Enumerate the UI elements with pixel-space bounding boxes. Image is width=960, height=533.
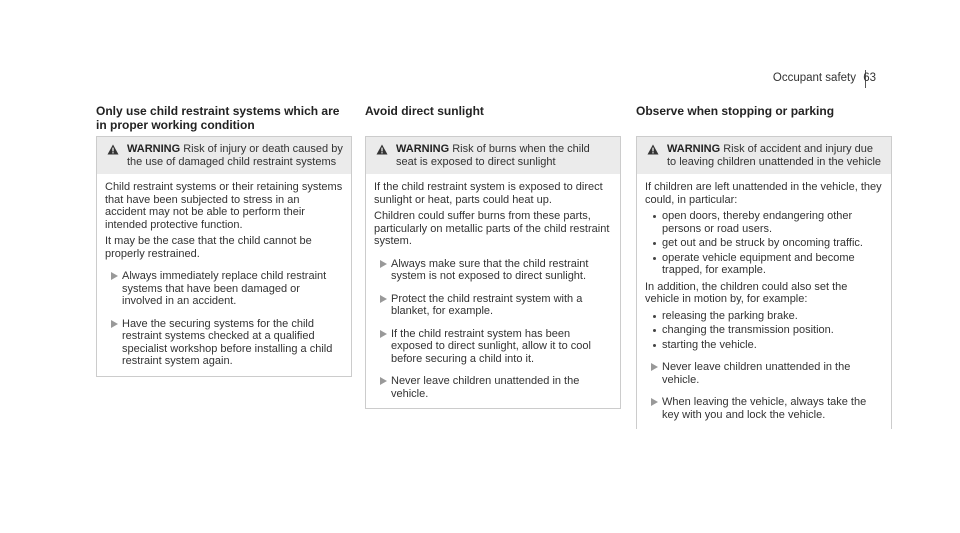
arrow-right-icon	[651, 363, 658, 371]
bullet-icon	[653, 242, 656, 245]
bullet-text: starting the vehicle.	[662, 338, 757, 351]
action-step	[374, 375, 612, 400]
warning-triangle-icon	[647, 144, 659, 155]
bullet-text: open doors, thereby endangering other persons or road users.	[662, 210, 853, 235]
arrow-right-icon	[380, 295, 387, 303]
arrow-right-icon	[380, 260, 387, 268]
step-text: Never leave children unattended in the vehicle.	[662, 361, 851, 386]
action-step	[645, 361, 883, 386]
paragraph: It may be the case that the child cannot be properly restrained.	[105, 235, 312, 260]
page-number: 63	[863, 72, 876, 84]
section-heading: Avoid direct sunlight	[365, 104, 484, 118]
action-step	[645, 396, 883, 421]
warning-body	[637, 174, 891, 429]
section-heading: Only use child restraint systems which are in proper working condition	[96, 104, 340, 132]
page-header	[0, 72, 960, 92]
bullet-icon	[653, 329, 656, 332]
list-item	[645, 252, 883, 277]
arrow-right-icon	[111, 320, 118, 328]
bullet-text: changing the transmission position.	[662, 324, 834, 336]
step-text: When leaving the vehicle, always take the key with you and lock the vehicle.	[662, 396, 867, 421]
arrow-right-icon	[380, 377, 387, 385]
warning-label: WARNING	[396, 143, 450, 155]
section-title: Occupant safety	[772, 72, 856, 84]
step-text: Protect the child restraint system with a blanket, for example.	[391, 292, 583, 317]
bullet-icon	[653, 315, 656, 318]
step-text: If the child restraint system has been exposed to direct sunlight, allow it to cool before securing a child into it.	[391, 327, 591, 365]
paragraph: Children could suffer burns from these parts, particularly on metallic parts of the child restraint system.	[374, 210, 610, 247]
arrow-right-icon	[651, 398, 658, 406]
list-item	[645, 324, 883, 337]
warning-box	[96, 136, 352, 377]
warning-label: WARNING	[667, 143, 721, 155]
warning-header	[366, 137, 620, 174]
arrow-right-icon	[380, 330, 387, 338]
warning-body	[97, 174, 351, 376]
warning-text: Risk of burns when the child seat is exposed to direct sunlight	[396, 143, 590, 168]
bullet-text: releasing the parking brake.	[662, 309, 798, 322]
step-text: Always immediately replace child restraint systems that have been damaged or involved in an accident.	[122, 270, 327, 307]
bullet-icon	[653, 215, 656, 218]
warning-text: Risk of injury or death caused by the use of damaged child restraint systems	[127, 143, 343, 168]
step-text: Never leave children unattended in the vehicle.	[391, 375, 580, 400]
section-heading: Observe when stopping or parking	[636, 104, 835, 118]
column-avoid-sunlight	[365, 104, 621, 409]
warning-box	[636, 136, 892, 429]
paragraph: In addition, the children could also set the vehicle in motion by, for example:	[645, 280, 848, 305]
paragraph: If the child restraint system is exposed to direct sunlight or heat, parts could heat up.	[374, 181, 603, 206]
column-child-restraint-condition	[96, 104, 352, 377]
list-item	[645, 339, 883, 352]
list-item	[645, 310, 883, 323]
warning-header	[97, 137, 351, 174]
warning-box	[365, 136, 621, 409]
step-text: Always make sure that the child restraint system is not exposed to direct sunlight.	[391, 257, 589, 282]
paragraph: Child restraint systems or their retaining systems that have been subjected to stress in an accident may not be able to perform their intended protective function.	[105, 181, 343, 231]
warning-triangle-icon	[376, 144, 388, 155]
warning-header	[637, 137, 891, 174]
warning-text: Risk of accident and injury due to leaving children unattended in the vehicle	[667, 143, 882, 168]
column-stopping-parking	[636, 104, 892, 429]
warning-label: WARNING	[127, 143, 181, 155]
paragraph: If children are left unattended in the vehicle, they could, in particular:	[645, 181, 882, 206]
action-step	[374, 328, 612, 366]
list-item	[645, 210, 883, 235]
bullet-text: operate vehicle equipment and become trapped, for example.	[662, 251, 855, 276]
action-step	[374, 258, 612, 283]
step-text: Have the securing systems for the child restraint systems checked at a qualified specialist workshop before installing a child restraint system again.	[122, 317, 333, 367]
action-step	[374, 293, 612, 318]
bullet-text: get out and be struck by oncoming traffic.	[662, 237, 863, 249]
bullet-icon	[653, 344, 656, 347]
list-item	[645, 237, 883, 250]
warning-body	[366, 174, 620, 408]
bullet-icon	[653, 257, 656, 260]
arrow-right-icon	[111, 272, 118, 280]
action-step	[105, 270, 343, 308]
action-step	[105, 318, 343, 368]
warning-triangle-icon	[107, 144, 119, 155]
